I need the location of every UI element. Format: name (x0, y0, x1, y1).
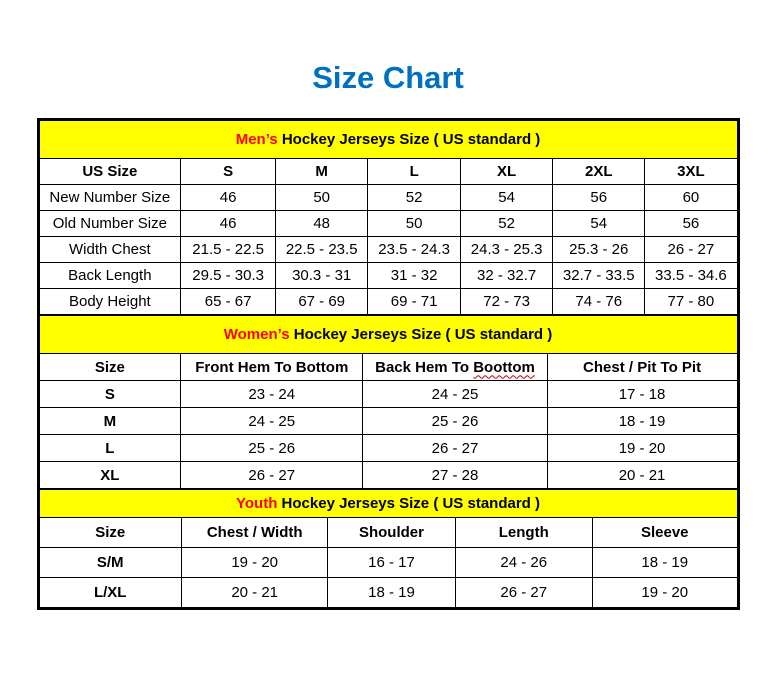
size-value-cell: 25 - 26 (363, 408, 547, 435)
size-value-cell: 17 - 18 (547, 381, 737, 408)
size-value-cell: 74 - 76 (553, 289, 645, 315)
column-header: Chest / Width (181, 518, 328, 548)
mens-size-row (39, 289, 737, 315)
mens-table-body (39, 185, 737, 315)
womens-size-row (39, 435, 737, 462)
size-value-cell: 24 - 25 (363, 381, 547, 408)
size-value-cell: 20 - 21 (181, 578, 328, 608)
column-header: Size (39, 518, 181, 548)
column-header: Back Hem To Boottom (363, 354, 547, 381)
size-value-cell: 69 - 71 (368, 289, 461, 315)
size-chart (37, 118, 740, 610)
size-value-cell: 18 - 19 (547, 408, 737, 435)
section-title-highlight: Men’s (235, 131, 278, 148)
row-label: S/M (39, 548, 181, 578)
section-title-highlight: Youth (236, 495, 278, 512)
column-header: Length (455, 518, 593, 548)
womens-size-row (39, 462, 737, 489)
womens-size-table (39, 315, 738, 489)
column-header: S (181, 159, 276, 185)
womens-section-title: Women’s Hockey Jerseys Size ( US standard ) (39, 316, 737, 354)
size-value-cell: 29.5 - 30.3 (181, 263, 276, 289)
size-value-cell: 19 - 20 (181, 548, 328, 578)
size-value-cell: 52 (368, 185, 461, 211)
size-value-cell: 48 (276, 211, 368, 237)
size-value-cell: 30.3 - 31 (276, 263, 368, 289)
size-value-cell: 32.7 - 33.5 (553, 263, 645, 289)
size-value-cell: 33.5 - 34.6 (645, 263, 737, 289)
size-value-cell: 52 (461, 211, 553, 237)
size-value-cell: 20 - 21 (547, 462, 737, 489)
size-value-cell: 21.5 - 22.5 (181, 237, 276, 263)
row-label: S (39, 381, 181, 408)
mens-size-table (39, 120, 738, 315)
size-value-cell: 18 - 19 (593, 548, 738, 578)
column-header: 2XL (553, 159, 645, 185)
column-header: US Size (39, 159, 181, 185)
mens-column-header-row (39, 159, 737, 185)
row-label: L/XL (39, 578, 181, 608)
row-label: XL (39, 462, 181, 489)
youth-size-table (39, 489, 738, 608)
size-value-cell: 46 (181, 211, 276, 237)
womens-section-row (39, 316, 737, 354)
size-value-cell: 18 - 19 (328, 578, 455, 608)
size-value-cell: 24 - 25 (181, 408, 363, 435)
column-header: 3XL (645, 159, 737, 185)
youth-table-head (39, 490, 737, 548)
mens-size-row (39, 185, 737, 211)
youth-section-row (39, 490, 737, 518)
size-value-cell: 54 (553, 211, 645, 237)
womens-table-body (39, 381, 737, 489)
size-value-cell: 26 - 27 (455, 578, 593, 608)
size-value-cell: 19 - 20 (593, 578, 738, 608)
mens-section-row (39, 121, 737, 159)
mens-size-row (39, 211, 737, 237)
size-value-cell: 26 - 27 (363, 435, 547, 462)
womens-size-row (39, 408, 737, 435)
size-value-cell: 26 - 27 (181, 462, 363, 489)
row-label: M (39, 408, 181, 435)
size-value-cell: 65 - 67 (181, 289, 276, 315)
misspelled-word: Boottom (473, 358, 535, 376)
size-value-cell: 26 - 27 (645, 237, 737, 263)
youth-size-row (39, 548, 737, 578)
size-value-cell: 56 (645, 211, 737, 237)
size-value-cell: 23.5 - 24.3 (368, 237, 461, 263)
size-value-cell: 22.5 - 23.5 (276, 237, 368, 263)
youth-table-body (39, 548, 737, 608)
womens-size-row (39, 381, 737, 408)
womens-table-head (39, 316, 737, 381)
row-label: L (39, 435, 181, 462)
mens-table-head (39, 121, 737, 185)
column-header: Sleeve (593, 518, 738, 548)
size-value-cell: 50 (276, 185, 368, 211)
column-header: Shoulder (328, 518, 455, 548)
size-value-cell: 27 - 28 (363, 462, 547, 489)
size-value-cell: 24 - 26 (455, 548, 593, 578)
mens-size-row (39, 263, 737, 289)
size-value-cell: 56 (553, 185, 645, 211)
size-value-cell: 46 (181, 185, 276, 211)
column-header: L (368, 159, 461, 185)
row-label: Old Number Size (39, 211, 181, 237)
size-value-cell: 24.3 - 25.3 (461, 237, 553, 263)
mens-section-title: Men’s Hockey Jerseys Size ( US standard ) (39, 121, 737, 159)
youth-section-title: Youth Hockey Jerseys Size ( US standard ) (39, 490, 737, 518)
size-value-cell: 67 - 69 (276, 289, 368, 315)
mens-size-row (39, 237, 737, 263)
column-header: Front Hem To Bottom (181, 354, 363, 381)
size-value-cell: 19 - 20 (547, 435, 737, 462)
row-label: Body Height (39, 289, 181, 315)
youth-column-header-row (39, 518, 737, 548)
column-header: Chest / Pit To Pit (547, 354, 737, 381)
size-value-cell: 72 - 73 (461, 289, 553, 315)
size-value-cell: 23 - 24 (181, 381, 363, 408)
size-value-cell: 32 - 32.7 (461, 263, 553, 289)
column-header: XL (461, 159, 553, 185)
size-value-cell: 50 (368, 211, 461, 237)
size-value-cell: 77 - 80 (645, 289, 737, 315)
size-value-cell: 16 - 17 (328, 548, 455, 578)
page-title: Size Chart (312, 60, 464, 95)
womens-column-header-row (39, 354, 737, 381)
youth-size-row (39, 578, 737, 608)
size-value-cell: 25 - 26 (181, 435, 363, 462)
section-title-highlight: Women’s (223, 326, 290, 343)
row-label: Back Length (39, 263, 181, 289)
column-header: M (276, 159, 368, 185)
row-label: New Number Size (39, 185, 181, 211)
column-header: Size (39, 354, 181, 381)
size-value-cell: 31 - 32 (368, 263, 461, 289)
size-value-cell: 54 (461, 185, 553, 211)
size-value-cell: 60 (645, 185, 737, 211)
row-label: Width Chest (39, 237, 181, 263)
size-value-cell: 25.3 - 26 (553, 237, 645, 263)
